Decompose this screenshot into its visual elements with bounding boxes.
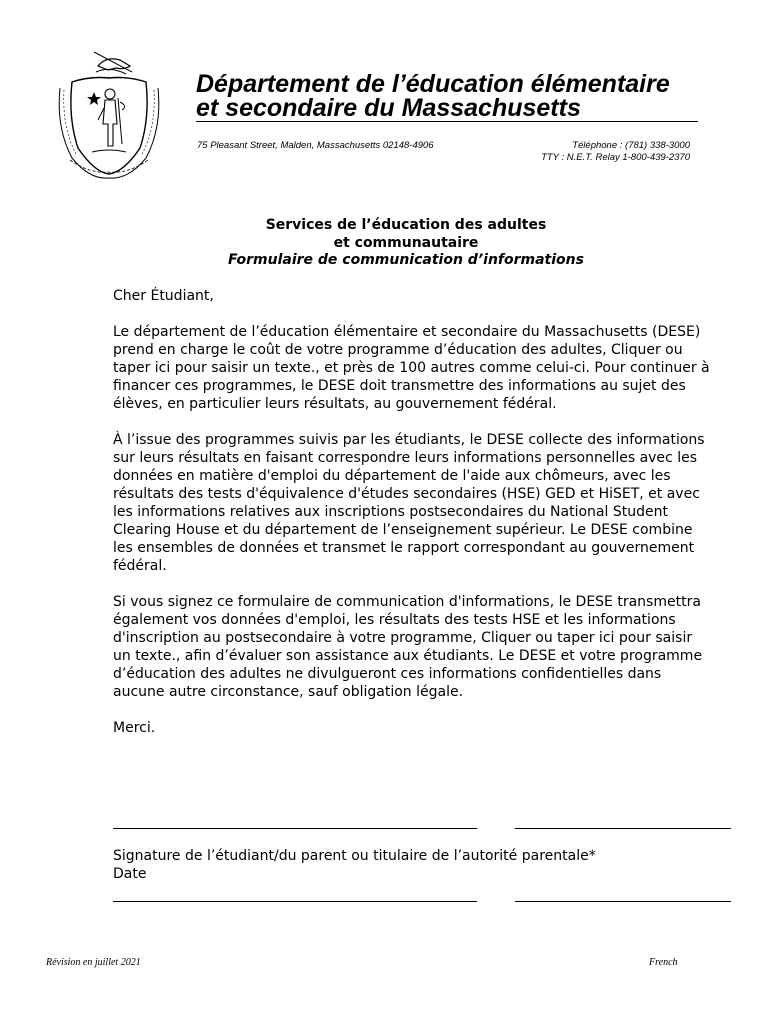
contact-info [541, 140, 690, 164]
revision-note: Révision en juillet 2021 [46, 957, 141, 968]
department-title [196, 72, 696, 120]
department-title-line1: Département de l’éducation élémentaire [196, 70, 670, 98]
letter-body [113, 287, 713, 755]
telephone: Téléphone : (781) 338-3000 [572, 140, 690, 151]
paragraph-3: Si vous signez ce formulaire de communication d'informations, le DESE transmettra également vos données d'emploi, les résultats des tests HSE et les informations d'inscription au postsecondaire à votre programme, Cliquer ou taper ici pour saisir un texte., afin d’évaluer son assistance aux étudiants. Le DESE et votre programme d’éducation des adultes ne divulgueront ces informations confidentielles dans aucune autre circonstance, sauf obligation légale. [113, 594, 703, 700]
second-signature-line[interactable] [113, 901, 477, 902]
closing: Merci. [113, 720, 156, 736]
date-label: Date [113, 866, 147, 882]
form-title-line1: Services de l’éducation des adultes [265, 217, 547, 233]
form-title [100, 217, 712, 270]
header-rule [196, 121, 698, 122]
paragraph-1: Le département de l’éducation élémentaire et secondaire du Massachusetts (DESE) prend en charge le coût de votre programme d’éducation des adultes, Cliquer ou taper ici pour saisir un texte., et près de 100 autres comme celui-ci. Pour continuer à financer ces programmes, le DESE doit transmettre des informations au sujet des élèves, en particulier leurs résultats, au gouvernement fédéral. [113, 324, 710, 412]
greeting: Cher Étudiant, [113, 288, 214, 304]
date-line[interactable] [515, 828, 731, 829]
department-title-line2: et secondaire du Massachusetts [196, 94, 581, 122]
tty: TTY : N.E.T. Relay 1-800-439-2370 [541, 152, 690, 163]
signature-labels [113, 847, 713, 883]
address: 75 Pleasant Street, Malden, Massachusetts 02148-4906 [197, 140, 434, 151]
language-note: French [649, 957, 678, 968]
form-title-line2: et communautaire [333, 234, 479, 251]
second-date-line[interactable] [515, 901, 731, 902]
massachusetts-seal-icon [50, 48, 168, 180]
signature-label: Signature de l’étudiant/du parent ou titulaire de l’autorité parentale* [113, 848, 596, 864]
form-title-line3: Formulaire de communication d’informations [228, 252, 584, 268]
paragraph-2: À l’issue des programmes suivis par les étudiants, le DESE collecte des informations sur leurs résultats en faisant correspondre leurs informations personnelles avec les données en matière d'emploi du département de l'aide aux chômeurs, avec les résultats des tests d'équivalence d'études secondaires (HSE) GED et HiSET, et avec les informations relatives aux inscriptions postsecondaires du National Student Clearing House et du département de l’enseignement supérieur. Le DESE combine les ensembles de données et transmet le rapport correspondant au gouvernement fédéral. [113, 432, 705, 574]
signature-line[interactable] [113, 828, 477, 829]
